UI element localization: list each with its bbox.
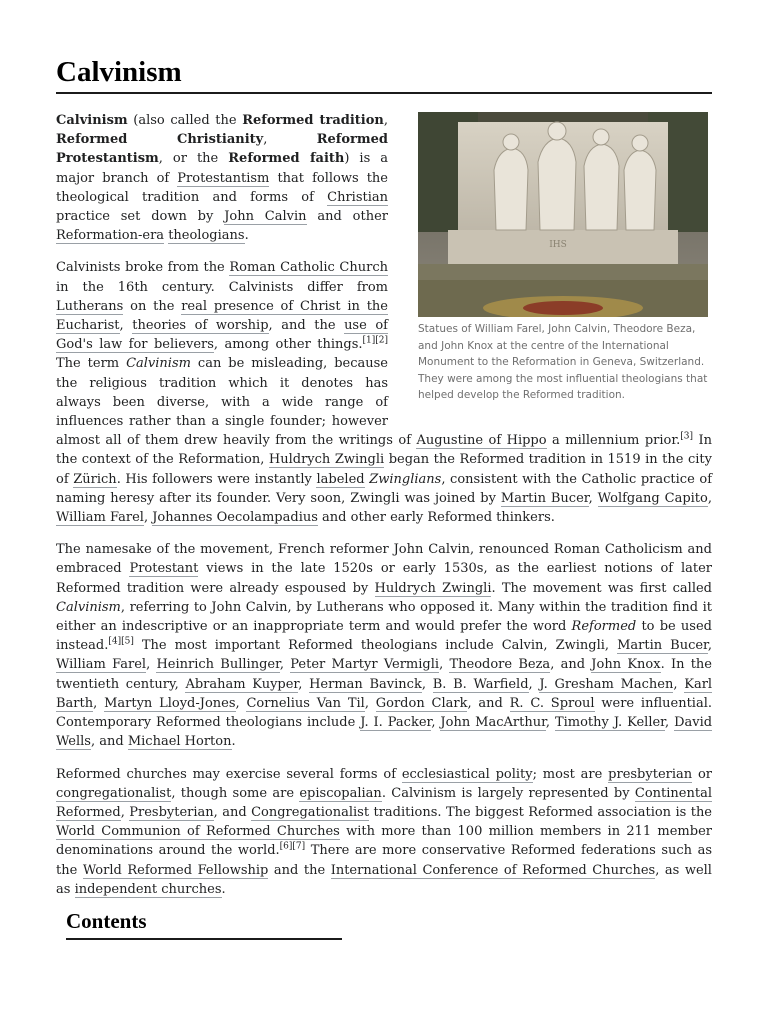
wiki-link[interactable]: Martin Bucer <box>617 638 708 654</box>
wiki-link[interactable]: Christian <box>327 189 388 205</box>
text-run: , consistent with the Catholic practice of naming heresy after its founder. Very soon, Zwingli was joined by <box>56 471 713 506</box>
svg-text:IHS: IHS <box>549 240 567 250</box>
text-run: practice set down by <box>56 209 225 225</box>
page-title: Calvinism <box>56 56 182 88</box>
wiki-link[interactable]: Johannes Oecolampadius <box>152 510 318 526</box>
italic-term: Calvinism <box>126 356 191 372</box>
text-run: There are more conservative Reformed federations such as the <box>56 843 713 878</box>
text-run: traditions. The biggest Reformed association is the <box>369 804 713 820</box>
wiki-link[interactable]: Protestantism <box>177 170 270 186</box>
text-run: , <box>235 695 247 711</box>
text-run: , as well as <box>56 862 712 897</box>
text-run: to be used instead. <box>56 619 712 654</box>
wiki-link[interactable]: Theodore Beza <box>449 657 551 673</box>
citation-ref[interactable]: [7] <box>292 841 306 852</box>
wiki-link[interactable]: Wolfgang Capito <box>597 490 708 506</box>
wiki-link[interactable]: J. I. Packer <box>360 715 432 731</box>
wiki-link[interactable]: Congregationalist <box>251 804 370 820</box>
bold-term: Reformed Protestantism <box>56 132 388 167</box>
text-run: , <box>298 676 310 692</box>
wiki-link[interactable]: World Communion of Reformed Churches <box>56 824 340 840</box>
wiki-link[interactable]: labeled <box>316 471 365 487</box>
contents-heading: Contents <box>66 908 342 940</box>
text-run: , <box>146 657 157 673</box>
wiki-link[interactable]: Gordon Clark <box>375 695 468 711</box>
wiki-link[interactable]: B. B. Warfield <box>432 676 529 692</box>
text-run: , and <box>467 695 510 711</box>
text-run: , <box>588 490 598 506</box>
italic-term: Reformed <box>571 619 637 635</box>
wiki-link[interactable]: John MacArthur <box>440 715 546 731</box>
wiki-link[interactable]: John Calvin <box>224 209 307 225</box>
wiki-link[interactable]: Abraham Kuyper <box>185 676 299 692</box>
wiki-link[interactable]: Huldrych Zwingli <box>374 580 492 596</box>
text-run: The term <box>56 356 127 372</box>
citation-ref[interactable]: [2] <box>375 335 389 346</box>
wiki-link[interactable]: theologians <box>168 228 245 244</box>
wiki-link[interactable]: Augustine of Hippo <box>416 433 547 449</box>
text-run: . In the twentieth century, <box>56 657 713 692</box>
text-run: , <box>707 490 712 506</box>
italic-term: Zwinglians <box>369 471 442 487</box>
article-body <box>56 111 712 912</box>
title-divider <box>56 92 712 94</box>
paragraph <box>56 765 712 899</box>
text-run: (also called the <box>127 113 243 128</box>
wiki-link[interactable]: Cornelius Van Til <box>246 695 365 711</box>
bold-term: Reformed faith <box>228 151 345 167</box>
wiki-link[interactable]: International Conference of Reformed Churches <box>330 862 656 878</box>
text-run: , <box>673 676 685 692</box>
wiki-link[interactable]: William Farel <box>56 657 147 673</box>
citation-ref[interactable]: [6] <box>279 841 293 852</box>
wiki-link[interactable]: David Wells <box>56 715 713 750</box>
text-run: , or the <box>158 151 229 167</box>
citation-ref[interactable]: [1] <box>362 335 376 346</box>
wiki-link[interactable]: Michael Horton <box>127 734 232 750</box>
text-run: , <box>528 676 540 692</box>
text-run: a millennium prior. <box>546 433 681 449</box>
text-run: , and <box>90 734 128 750</box>
text-run: and other early Reformed thinkers. <box>317 510 555 526</box>
wiki-link[interactable]: World Reformed Fellowship <box>82 862 269 878</box>
wiki-link[interactable]: Protestant <box>129 561 199 577</box>
text-run: . Calvinism is largely represented by <box>381 785 635 801</box>
text-run: , <box>279 657 291 673</box>
wiki-link[interactable]: William Farel <box>56 510 144 526</box>
text-run: Calvinists broke from the <box>56 260 230 276</box>
text-run: , among other things. <box>213 337 363 353</box>
text-run: , <box>707 638 712 654</box>
paragraph <box>56 540 712 751</box>
text-run: , <box>143 510 153 526</box>
text-run: . <box>244 228 249 244</box>
wiki-link[interactable]: R. C. Sproul <box>509 695 595 711</box>
text-run: ) is a major branch of <box>56 151 388 186</box>
wiki-link[interactable]: Peter Martyr Vermigli <box>290 657 440 673</box>
wiki-link[interactable]: presbyterian <box>608 766 693 782</box>
wiki-link[interactable]: real presence of Christ in the Eucharist <box>56 298 388 334</box>
wiki-link[interactable]: ecclesiastical polity <box>401 766 533 782</box>
text-run: , and <box>213 804 252 820</box>
wiki-link[interactable]: Martin Bucer <box>500 490 589 506</box>
text-run: Reformed churches may exercise several forms of <box>56 766 402 782</box>
wiki-link[interactable]: Presbyterian <box>129 804 214 820</box>
text-run: began the Reformed tradition in 1519 in the city of <box>56 452 712 487</box>
wiki-link[interactable]: Karl Barth <box>56 676 713 711</box>
text-run: In the context of the Reformation, <box>56 433 712 468</box>
figure-caption: Statues of William Farel, John Calvin, Theodore Beza, and John Knox at the centre of the International Monument to the Reformation in Geneva, Switzerland. They were among the most influential theologians that helped develop the Reformed tradition. <box>418 323 708 401</box>
wiki-link[interactable]: Timothy J. Keller <box>554 715 665 731</box>
bold-term: Reformed Christianity <box>56 132 264 148</box>
text-run: can be misleading, because the religious tradition which it denotes has always been diverse, with a wide range of influences rather than a single founder; however almost all of them drew heavily from the writings of <box>56 356 417 449</box>
text-run: The namesake of the movement, French reformer John Calvin, renounced Roman Catholicism and embraced <box>56 542 712 577</box>
wiki-link[interactable]: Heinrich Bullinger <box>156 657 280 673</box>
wiki-link[interactable]: Huldrych Zwingli <box>268 452 385 468</box>
text-run: were influential. Contemporary Reformed theologians include <box>56 695 712 731</box>
text-run: The most important Reformed theologians include Calvin, Zwingli, <box>133 638 618 654</box>
text-run: or <box>692 766 712 782</box>
text-run: . <box>221 881 226 897</box>
text-run: , <box>364 695 376 711</box>
text-run: and the <box>268 862 331 878</box>
wiki-link[interactable]: use of God's law for believers <box>56 318 388 353</box>
text-run: , <box>439 657 450 673</box>
text-run: , <box>664 715 675 731</box>
citation-ref[interactable]: [4] <box>108 636 122 647</box>
wiki-link[interactable]: Continental Reformed <box>56 785 712 820</box>
text-run: . The movement was first called <box>491 580 713 596</box>
wiki-link[interactable]: Martyn Lloyd-Jones <box>104 695 236 711</box>
text-run: views in the late 1520s or early 1530s, as the earliest notions of later Reformed tradition were already espoused by <box>56 561 712 596</box>
text-run: ; most are <box>532 766 609 782</box>
text-run: . <box>231 734 236 750</box>
wiki-link[interactable]: John Knox <box>591 657 661 673</box>
wiki-link[interactable]: episcopalian <box>299 785 382 801</box>
text-run: , referring to John Calvin, by Lutherans who opposed it. Many within the tradition find it either an indescriptive or an inappropriate term and would prefer the word <box>56 599 712 635</box>
wiki-link[interactable]: Zürich <box>73 471 117 487</box>
bold-term: Calvinism <box>56 113 128 128</box>
text-run: , though some are <box>171 785 300 801</box>
text-run: , <box>421 676 433 692</box>
text-run: on the <box>123 298 182 314</box>
text-run: that follows the theological tradition and forms of <box>56 170 389 205</box>
citation-ref[interactable]: [5] <box>121 636 134 647</box>
wiki-link[interactable]: independent churches <box>74 881 222 897</box>
text-run: , and the <box>268 318 345 334</box>
reformation-wall-photo[interactable] <box>418 112 708 317</box>
text-run: . His followers were instantly <box>116 471 317 487</box>
italic-term: Calvinism <box>56 599 121 615</box>
text-run: , <box>119 318 133 334</box>
text-run: , <box>93 695 105 711</box>
infobox-figure <box>414 112 712 404</box>
wiki-link[interactable]: Lutherans <box>56 298 124 314</box>
wiki-link[interactable]: Roman Catholic Church <box>229 260 388 276</box>
wiki-link[interactable]: Herman Bavinck <box>309 676 422 692</box>
wiki-link[interactable]: J. Gresham Machen <box>539 676 674 692</box>
text-run: in the 16th century. Calvinists differ from <box>56 279 388 295</box>
text-run: , <box>263 132 317 148</box>
text-run: , <box>383 113 388 128</box>
text-run: , <box>120 804 130 820</box>
wiki-link[interactable]: Reformation-era <box>56 228 165 244</box>
text-run: , and <box>550 657 592 673</box>
citation-ref[interactable]: [3] <box>680 431 694 442</box>
wiki-link[interactable]: congregationalist <box>56 785 172 801</box>
text-run: , <box>545 715 555 731</box>
text-run: with more than 100 million members in 211 member denominations around the world. <box>56 824 712 859</box>
text-run: and other <box>306 209 388 225</box>
text-run: , <box>431 715 441 731</box>
bold-term: Reformed tradition <box>242 113 384 128</box>
wiki-link[interactable]: theories of worship <box>132 318 269 334</box>
